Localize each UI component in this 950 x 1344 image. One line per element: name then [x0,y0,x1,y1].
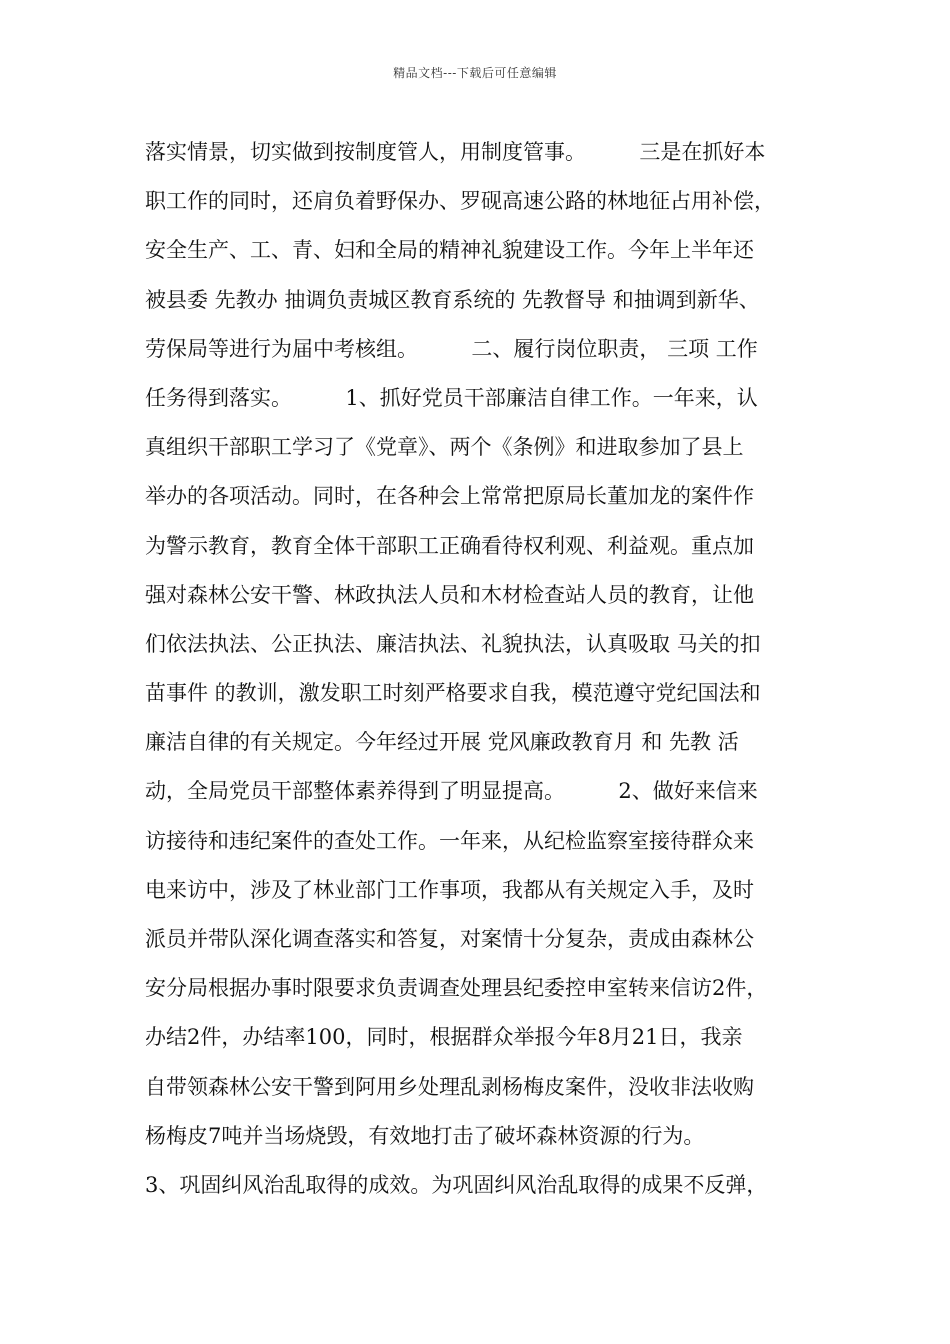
text-line: 劳保局等进行为届中考核组。 二、履行岗位职责， 三项 工作 [145,336,758,361]
text-line: 杨梅皮7吨并当场烧毁，有效地打击了破坏森林资源的行为。 [145,1123,705,1148]
text-line: 落实情景，切实做到按制度管人，用制度管事。 三是在抓好本 [145,140,766,164]
text-line: 办结2件，办结率100，同时，根据群众举报今年8月21日，我亲 [145,1025,743,1050]
body-text [145,128,845,1210]
text-line: 被县委 先教办 抽调负责城区教育系统的 先教督导 和抽调到新华、 [145,287,760,312]
text-line: 任务得到落实。 1、抓好党员干部廉洁自律工作。一年来，认 [145,385,758,410]
text-line: 廉洁自律的有关规定。今年经过开展 党风廉政教育月 和 先教 活 [145,730,739,755]
text-line: 安分局根据办事时限要求负责调查处理县纪委控申室转来信访2件， [145,976,768,1001]
text-line: 访接待和违纪案件的查处工作。一年来，从纪检监察室接待群众来 [145,828,754,853]
text-line: 3、巩固纠风治乱取得的成效。为巩固纠风治乱取得的成果不反弹， [145,1172,768,1197]
text-line: 强对森林公安干警、林政执法人员和木材检查站人员的教育，让他 [145,582,754,607]
text-line: 动，全局党员干部整体素养得到了明显提高。 2、做好来信来 [145,779,758,804]
text-line: 自带领森林公安干警到阿用乡处理乱剥杨梅皮案件，没收非法收购 [145,1074,754,1099]
text-line: 举办的各项活动。同时，在各种会上常常把原局长董加龙的案件作 [145,484,754,509]
text-line: 为警示教育，教育全体干部职工正确看待权利观、利益观。重点加 [145,533,754,558]
text-line: 真组织干部职工学习了《党章》、两个《条例》和进取参加了县上 [145,435,744,460]
text-line: 安全生产、工、青、妇和全局的精神礼貌建设工作。今年上半年还 [145,238,754,263]
text-line: 苗事件 的教训，激发职工时刻严格要求自我，模范遵守党纪国法和 [145,681,761,706]
header-note: 精品文档---下载后可任意编辑 [393,66,557,80]
text-line: 们依法执法、公正执法、廉洁执法、礼貌执法，认真吸取 马关的扣 [145,631,761,656]
text-line: 电来访中，涉及了林业部门工作事项，我都从有关规定入手，及时 [145,877,754,902]
text-line: 职工作的同时，还肩负着野保办、罗砚高速公路的林地征占用补偿， [145,189,775,214]
text-line: 派员并带队深化调查落实和答复，对案情十分复杂，责成由森林公 [145,927,754,951]
